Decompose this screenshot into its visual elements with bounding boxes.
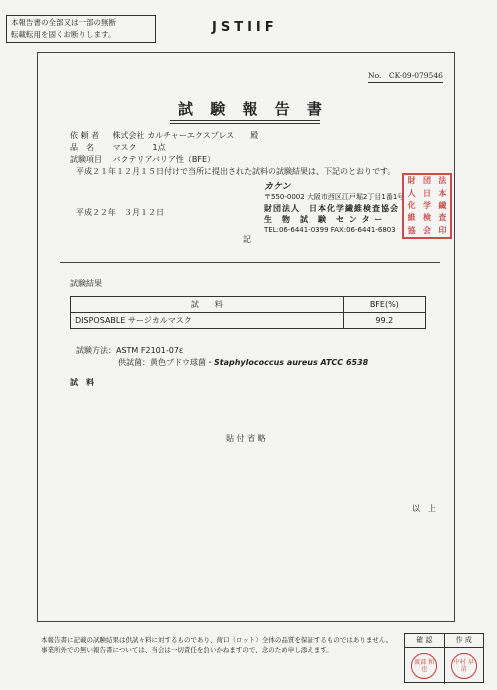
sample-heading: 試 料: [70, 378, 94, 387]
product-value: マスク 1点: [112, 143, 166, 152]
bacteria-latin: Staphylococcus aureus ATCC 6538: [214, 358, 369, 367]
no-reproduction-notice: [6, 15, 156, 43]
kaken-logo: カケン: [264, 182, 291, 192]
client-row: [70, 130, 258, 141]
results-table: [70, 296, 426, 329]
bacteria-label: 供試菌：: [118, 358, 150, 367]
issuer-address: 〒550-0002 大阪市西区江戸堀2丁目1番1号: [264, 193, 405, 201]
cell-bfe-value: 99.2: [343, 313, 425, 329]
seal-char: 協: [407, 225, 416, 235]
brand-mark: JSTIIF: [212, 20, 278, 35]
ki-marker: 記: [243, 235, 251, 244]
seal-char: 団: [422, 176, 431, 186]
seal-char: 法: [438, 176, 447, 186]
confirm-label: 確 認: [405, 634, 445, 647]
client-label: 依 頼 者: [70, 131, 100, 140]
issuer-center-name: 生 物 試 験 セ ン タ ー: [264, 215, 384, 224]
footer-line-2: 事業所外での無い報告書については、当会は一切責任を負いかねますので、念のため申し添えます。: [41, 646, 333, 654]
create-seal: 中村 早苗: [451, 653, 477, 679]
seal-char: 財: [407, 176, 416, 186]
issuer-tel-fax: TEL:06-6441-0399 FAX:06-6441-6803: [264, 226, 396, 234]
section-divider: [60, 262, 440, 263]
cell-sample: DISPOSABLE サージカルマスク: [71, 313, 344, 329]
product-label: 品 名: [70, 143, 94, 152]
document-number: No. CK-09-079546: [368, 70, 443, 83]
seal-char: 日: [422, 188, 431, 198]
title-underline: [170, 120, 320, 121]
header-bfe: BFE(%): [343, 297, 425, 313]
end-marker: 以 上: [412, 504, 436, 513]
product-row: [70, 142, 166, 153]
seal-char: 本: [438, 188, 447, 198]
seal-char: 学: [422, 200, 431, 210]
seal-char: 化: [407, 200, 416, 210]
table-row: [71, 313, 426, 329]
header-sample: 試 料: [71, 297, 344, 313]
statement: 平成２１年１２月１５日付けで当所に提出された試料の試験結果は、下記のとおりです。: [76, 167, 396, 176]
footer-disclaimer: [41, 635, 392, 655]
report-title: 試 験 報 告 書: [178, 100, 328, 118]
seal-char: 繊: [438, 200, 447, 210]
confirm-seal: 渡部 和也: [411, 653, 437, 679]
seal-char: 会: [422, 225, 431, 235]
bacteria-line: [118, 357, 368, 368]
test-item-value: バクテリアバリア性（BFE）: [112, 155, 216, 164]
seal-char: 検: [422, 213, 431, 223]
test-item-label: 試験項目: [70, 155, 102, 164]
seal-char: 維: [407, 213, 416, 223]
title-underline-2: [170, 123, 320, 124]
approval-box: [404, 633, 484, 683]
pasting-omitted: 貼 付 省 略: [226, 434, 266, 443]
notice-line-2: 転載転用を固くお断りします。: [11, 30, 116, 39]
seal-char: 査: [438, 213, 447, 223]
results-heading: 試験結果: [70, 279, 102, 288]
seal-char: 人: [407, 188, 416, 198]
footer-line-1: 本報告書に記載の試験結果は供試々料に対するものであり、荷口（ロット）全体の品質を保証するものではありません。: [41, 636, 393, 644]
issuer-block: [264, 192, 404, 236]
report-date: 平成２２年 ３月１２日: [76, 208, 164, 217]
notice-line-1: 本報告書の全部又は一部の無断: [11, 18, 116, 27]
bacteria-jp: 黄色ブドウ球菌・: [150, 358, 214, 367]
create-label: 作 成: [455, 636, 472, 644]
seal-char: 印: [438, 225, 447, 235]
client-value: 株式会社 カルチャーエクスプレス 殿: [112, 131, 259, 140]
table-header-row: [71, 297, 426, 313]
test-method: 試験方法：ASTM F2101-07ε: [76, 346, 184, 355]
issuer-org-name: 財団法人 日本化学繊維検査協会: [264, 204, 399, 213]
official-seal: [402, 173, 452, 239]
test-item-row: [70, 154, 215, 165]
